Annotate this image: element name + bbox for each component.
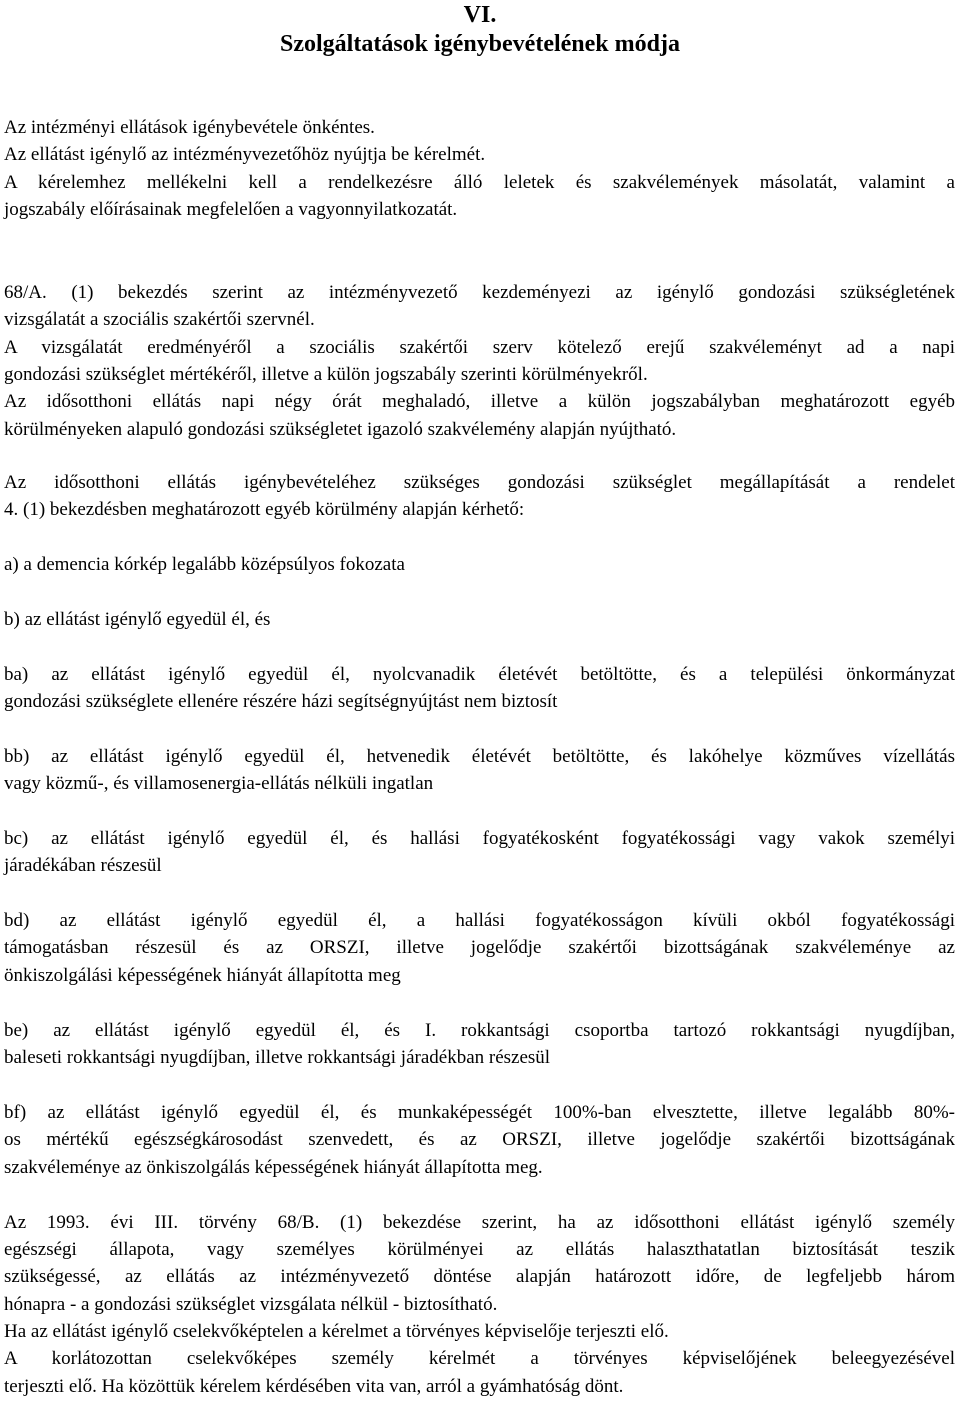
item-bc-line-2: járadékában részesül xyxy=(4,855,162,876)
item-a: a) a demencia kórkép legalább középsúlyos fokozata xyxy=(4,554,405,575)
item-bf-line-1: bf) az ellátást igénylő egyedül él, és munkaképességét 100%-ban elvesztette, illetve legalább 80%- xyxy=(4,1102,955,1123)
item-bc-line-1: bc) az ellátást igénylő egyedül él, és hallási fogyatékosként fogyatékossági vagy vakok személyi xyxy=(4,828,955,849)
rendelet-line-2: 4. (1) bekezdésben meghatározott egyéb körülmény alapján kérhető: xyxy=(4,499,525,520)
section-68a-line-4: gondozási szükséglet mértékéről, illetve a külön jogszabály szerinti körülményekről. xyxy=(4,364,648,385)
item-bd-line-3: önkiszolgálási képességének hiányát állapította meg xyxy=(4,965,401,986)
item-bb-line-1: bb) az ellátást igénylő egyedül él, hetvenedik életévét betöltötte, és lakóhelye közműves vízellátás xyxy=(4,746,955,767)
para-1993-line-6: A korlátozottan cselekvőképes személy kérelmét a törvényes képviselőjének beleegyezésével xyxy=(4,1348,955,1369)
intro-line-4: jogszabály előírásainak megfelelően a vagyonnyilatkozatát. xyxy=(4,199,458,220)
section-68a-line-5: Az idősotthoni ellátás napi négy órát meghaladó, illetve a külön jogszabályban meghatározott egyéb xyxy=(4,391,955,412)
para-1993-line-1: Az 1993. évi III. törvény 68/B. (1) bekezdése szerint, ha az idősotthoni ellátást igénylő személy xyxy=(4,1212,955,1233)
item-bf-line-3: szakvéleménye az önkiszolgálás képességének hiányát állapította meg. xyxy=(4,1157,543,1178)
para-1993-line-5: Ha az ellátást igénylő cselekvőképtelen a kérelmet a törvényes képviselője terjeszti elő. xyxy=(4,1321,669,1342)
section-68a-line-6: körülményeken alapuló gondozási szükségletet igazoló szakvélemény alapján nyújtható. xyxy=(4,419,677,440)
intro-line-2: Az ellátást igénylő az intézményvezetőhöz nyújtja be kérelmét. xyxy=(4,144,486,165)
item-be-line-1: be) az ellátást igénylő egyedül él, és I. rokkantsági csoportba tartozó rokkantsági nyugdíjban, xyxy=(4,1020,955,1041)
intro-line-3: A kérelemhez mellékelni kell a rendelkezésre álló leletek és szakvélemények másolatát, valamint a xyxy=(4,172,955,193)
para-1993-line-3: szükségessé, az ellátás az intézményvezető döntése alapján határozott időre, de legfeljebb három xyxy=(4,1266,955,1287)
item-ba-line-1: ba) az ellátást igénylő egyedül él, nyolcvanadik életévét betöltötte, és a települési önkormányzat xyxy=(4,664,955,685)
section-68a-line-2: vizsgálatát a szociális szakértői szervnél. xyxy=(4,309,315,330)
chapter-title: Szolgáltatások igénybevételének módja xyxy=(280,31,680,57)
intro-line-1: Az intézményi ellátások igénybevétele önkéntes. xyxy=(4,117,375,138)
item-ba-line-2: gondozási szükséglete ellenére részére házi segítségnyújtást nem biztosít xyxy=(4,691,558,712)
item-b: b) az ellátást igénylő egyedül él, és xyxy=(4,609,271,630)
item-bf-line-2: os mértékű egészségkárosodást szenvedett, és az ORSZI, illetve jogelődje szakértői bizottságának xyxy=(4,1129,955,1150)
section-68a-line-3: A vizsgálatát eredményéről a szociális szakértői szerv kötelező erejű szakvéleményt ad a napi xyxy=(4,337,955,358)
item-bd-line-1: bd) az ellátást igénylő egyedül él, a hallási fogyatékosságon kívüli okból fogyatékossági xyxy=(4,910,955,931)
item-bd-line-2: támogatásban részesül és az ORSZI, illetve jogelődje szakértői bizottságának szakvéleménye az xyxy=(4,937,955,958)
item-be-line-2: baleseti rokkantsági nyugdíjban, illetve rokkantsági járadékban részesül xyxy=(4,1047,551,1068)
item-bb-line-2: vagy közmű-, és villamosenergia-ellátás nélküli ingatlan xyxy=(4,773,434,794)
para-1993-line-2: egészségi állapota, vagy személyes körülményei az ellátás halaszthatatlan biztosítását teszik xyxy=(4,1239,955,1260)
para-1993-line-4: hónapra - a gondozási szükséglet vizsgálata nélkül - biztosítható. xyxy=(4,1294,498,1315)
section-68a-line-1: 68/A. (1) bekezdés szerint az intézményvezető kezdeményezi az igénylő gondozási szükségletének xyxy=(4,282,955,303)
para-1993-line-7: terjeszti elő. Ha közöttük kérelem kérdésében vita van, arról a gyámhatóság dönt. xyxy=(4,1376,624,1397)
rendelet-line-1: Az idősotthoni ellátás igénybevételéhez szükséges gondozási szükséglet megállapítását a rendelet xyxy=(4,472,955,493)
chapter-number: VI. xyxy=(463,2,497,28)
